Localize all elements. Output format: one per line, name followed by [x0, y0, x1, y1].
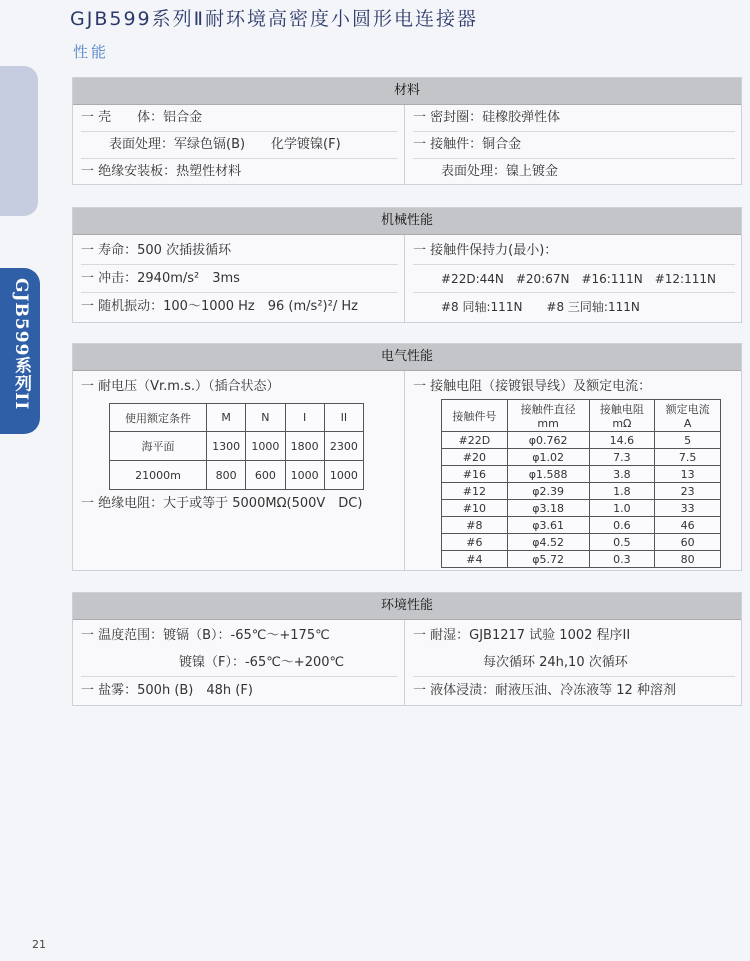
- table-header-cell: [655, 400, 721, 432]
- table-cell: 13: [655, 466, 721, 483]
- table-header-cell: [442, 400, 508, 432]
- table-row: [442, 534, 721, 551]
- material-row: 表面处理：镍上镀金: [441, 164, 559, 179]
- section-subtitle: 性能: [73, 43, 110, 61]
- table-cell: 1300: [207, 432, 246, 461]
- table-row: [442, 466, 721, 483]
- material-row: 一 密封圈：硅橡胶弹性体: [413, 105, 735, 132]
- mechanical-row: #22D:44N #20:67N #16:111N #12:111N: [413, 266, 735, 293]
- table-cell: 1.0: [589, 500, 655, 517]
- environmental-left-column: [73, 620, 405, 705]
- header-text: 接触件号: [452, 409, 497, 423]
- table-cell: 3.8: [589, 466, 655, 483]
- environmental-header: 环境性能: [73, 593, 741, 620]
- table-row: [442, 500, 721, 517]
- header-text: 接触件直径: [520, 403, 576, 416]
- table-header-cell: II: [324, 404, 363, 432]
- environmental-row: 一 耐湿：GJB1217 试验 1002 程序II: [413, 628, 631, 643]
- table-cell: #10: [442, 500, 508, 517]
- table-header-row: [110, 404, 364, 432]
- table-cell: 0.5: [589, 534, 655, 551]
- environmental-section: [72, 592, 742, 706]
- table-cell: #20: [442, 449, 508, 466]
- table-cell: 海平面: [110, 432, 207, 461]
- table-cell: φ1.588: [507, 466, 589, 483]
- mechanical-row: 一 寿命：500 次插拔循环: [81, 238, 398, 265]
- table-cell: #22D: [442, 432, 508, 449]
- mechanical-header: 机械性能: [73, 208, 741, 235]
- header-text: 接触电阻: [599, 403, 644, 416]
- table-cell: 1800: [285, 432, 324, 461]
- table-cell: 800: [207, 461, 246, 490]
- environmental-row: 一 盐雾：500h (B) 48h (F): [81, 683, 253, 698]
- table-cell: φ5.72: [507, 551, 589, 568]
- materials-header: 材料: [73, 78, 741, 105]
- table-cell: φ3.61: [507, 517, 589, 534]
- table-cell: 1.8: [589, 483, 655, 500]
- mechanical-right-column: [405, 235, 741, 322]
- contact-table: [441, 399, 721, 568]
- environmental-row: 每次循环 24h,10 次循环: [413, 650, 735, 677]
- table-row: [442, 551, 721, 568]
- table-header-cell: 使用额定条件: [110, 404, 207, 432]
- mechanical-row: #8 同轴:111N #8 三同轴:111N: [441, 300, 640, 314]
- table-cell: φ3.18: [507, 500, 589, 517]
- table-cell: #12: [442, 483, 508, 500]
- table-cell: #6: [442, 534, 508, 551]
- environmental-row: 一 液体浸渍：耐液压油、冷冻液等 12 种溶剂: [413, 683, 676, 698]
- header-unit: A: [683, 417, 692, 430]
- voltage-table: [109, 403, 364, 490]
- page-number: 21: [32, 938, 46, 951]
- materials-left-column: [73, 105, 405, 184]
- mechanical-row: 一 接触件保持力(最小)：: [413, 238, 735, 265]
- electrical-left-column: [73, 371, 405, 570]
- table-header-cell: M: [207, 404, 246, 432]
- materials-right-column: [405, 105, 741, 184]
- table-header-cell: [507, 400, 589, 432]
- table-cell: φ4.52: [507, 534, 589, 551]
- table-cell: 1000: [246, 432, 285, 461]
- table-header-row: [442, 400, 721, 432]
- header-text: 额定电流: [665, 403, 710, 416]
- material-row: 一 接触件：铜合金: [413, 132, 735, 159]
- electrical-header: 电气性能: [73, 344, 741, 371]
- table-cell: 600: [246, 461, 285, 490]
- electrical-section: [72, 343, 742, 571]
- electrical-right-column: [405, 371, 741, 570]
- environmental-row: 镀镍（F）：-65℃～+200℃: [81, 650, 398, 677]
- environmental-right-column: [405, 620, 741, 705]
- table-cell: 7.3: [589, 449, 655, 466]
- voltage-label: 一 耐电压（Vr.m.s.）（插合状态）: [81, 379, 280, 394]
- table-row: [442, 449, 721, 466]
- table-cell: 0.3: [589, 551, 655, 568]
- page-title: GJB599系列Ⅱ耐环境高密度小圆形电连接器: [70, 8, 478, 30]
- table-row: [442, 432, 721, 449]
- table-cell: 23: [655, 483, 721, 500]
- mechanical-left-column: [73, 235, 405, 322]
- material-row: 表面处理：军绿色镉(B) 化学镀镍(F): [81, 132, 398, 159]
- side-tab-label: GJB599系列II: [11, 278, 31, 411]
- table-cell: 0.6: [589, 517, 655, 534]
- table-cell: 7.5: [655, 449, 721, 466]
- table-cell: 5: [655, 432, 721, 449]
- contact-label: 一 接触电阻（接镀银导线）及额定电流：: [413, 379, 652, 394]
- table-cell: #8: [442, 517, 508, 534]
- table-cell: φ1.02: [507, 449, 589, 466]
- table-cell: 33: [655, 500, 721, 517]
- insulation-resistance: 一 绝缘电阻：大于或等于 5000MΩ(500V DC): [81, 496, 363, 511]
- side-tab-background: [0, 66, 38, 216]
- table-cell: 14.6: [589, 432, 655, 449]
- header-unit: mm: [537, 417, 559, 430]
- side-tab: [0, 268, 40, 434]
- table-header-cell: N: [246, 404, 285, 432]
- table-cell: 1000: [324, 461, 363, 490]
- mechanical-row: 一 冲击：2940m/s² 3ms: [81, 266, 398, 293]
- table-header-cell: [589, 400, 655, 432]
- materials-section: [72, 77, 742, 185]
- environmental-row: 一 温度范围：镀镉（B）：-65℃～+175℃: [81, 628, 330, 643]
- mechanical-row: 一 随机振动：100～1000 Hz 96 (m/s²)²/ Hz: [81, 299, 358, 314]
- material-row: 一 绝缘安装板：热塑性材料: [81, 164, 242, 179]
- table-cell: φ0.762: [507, 432, 589, 449]
- header-unit: mΩ: [612, 417, 632, 430]
- table-cell: 80: [655, 551, 721, 568]
- table-row: [110, 461, 364, 490]
- table-cell: φ2.39: [507, 483, 589, 500]
- material-row: 一 壳 体：铝合金: [81, 105, 398, 132]
- table-cell: 60: [655, 534, 721, 551]
- table-cell: 1000: [285, 461, 324, 490]
- table-row: [442, 517, 721, 534]
- table-header-cell: I: [285, 404, 324, 432]
- table-cell: 46: [655, 517, 721, 534]
- mechanical-section: [72, 207, 742, 323]
- table-row: [442, 483, 721, 500]
- table-cell: #4: [442, 551, 508, 568]
- table-cell: #16: [442, 466, 508, 483]
- table-cell: 21000m: [110, 461, 207, 490]
- table-cell: 2300: [324, 432, 363, 461]
- table-row: [110, 432, 364, 461]
